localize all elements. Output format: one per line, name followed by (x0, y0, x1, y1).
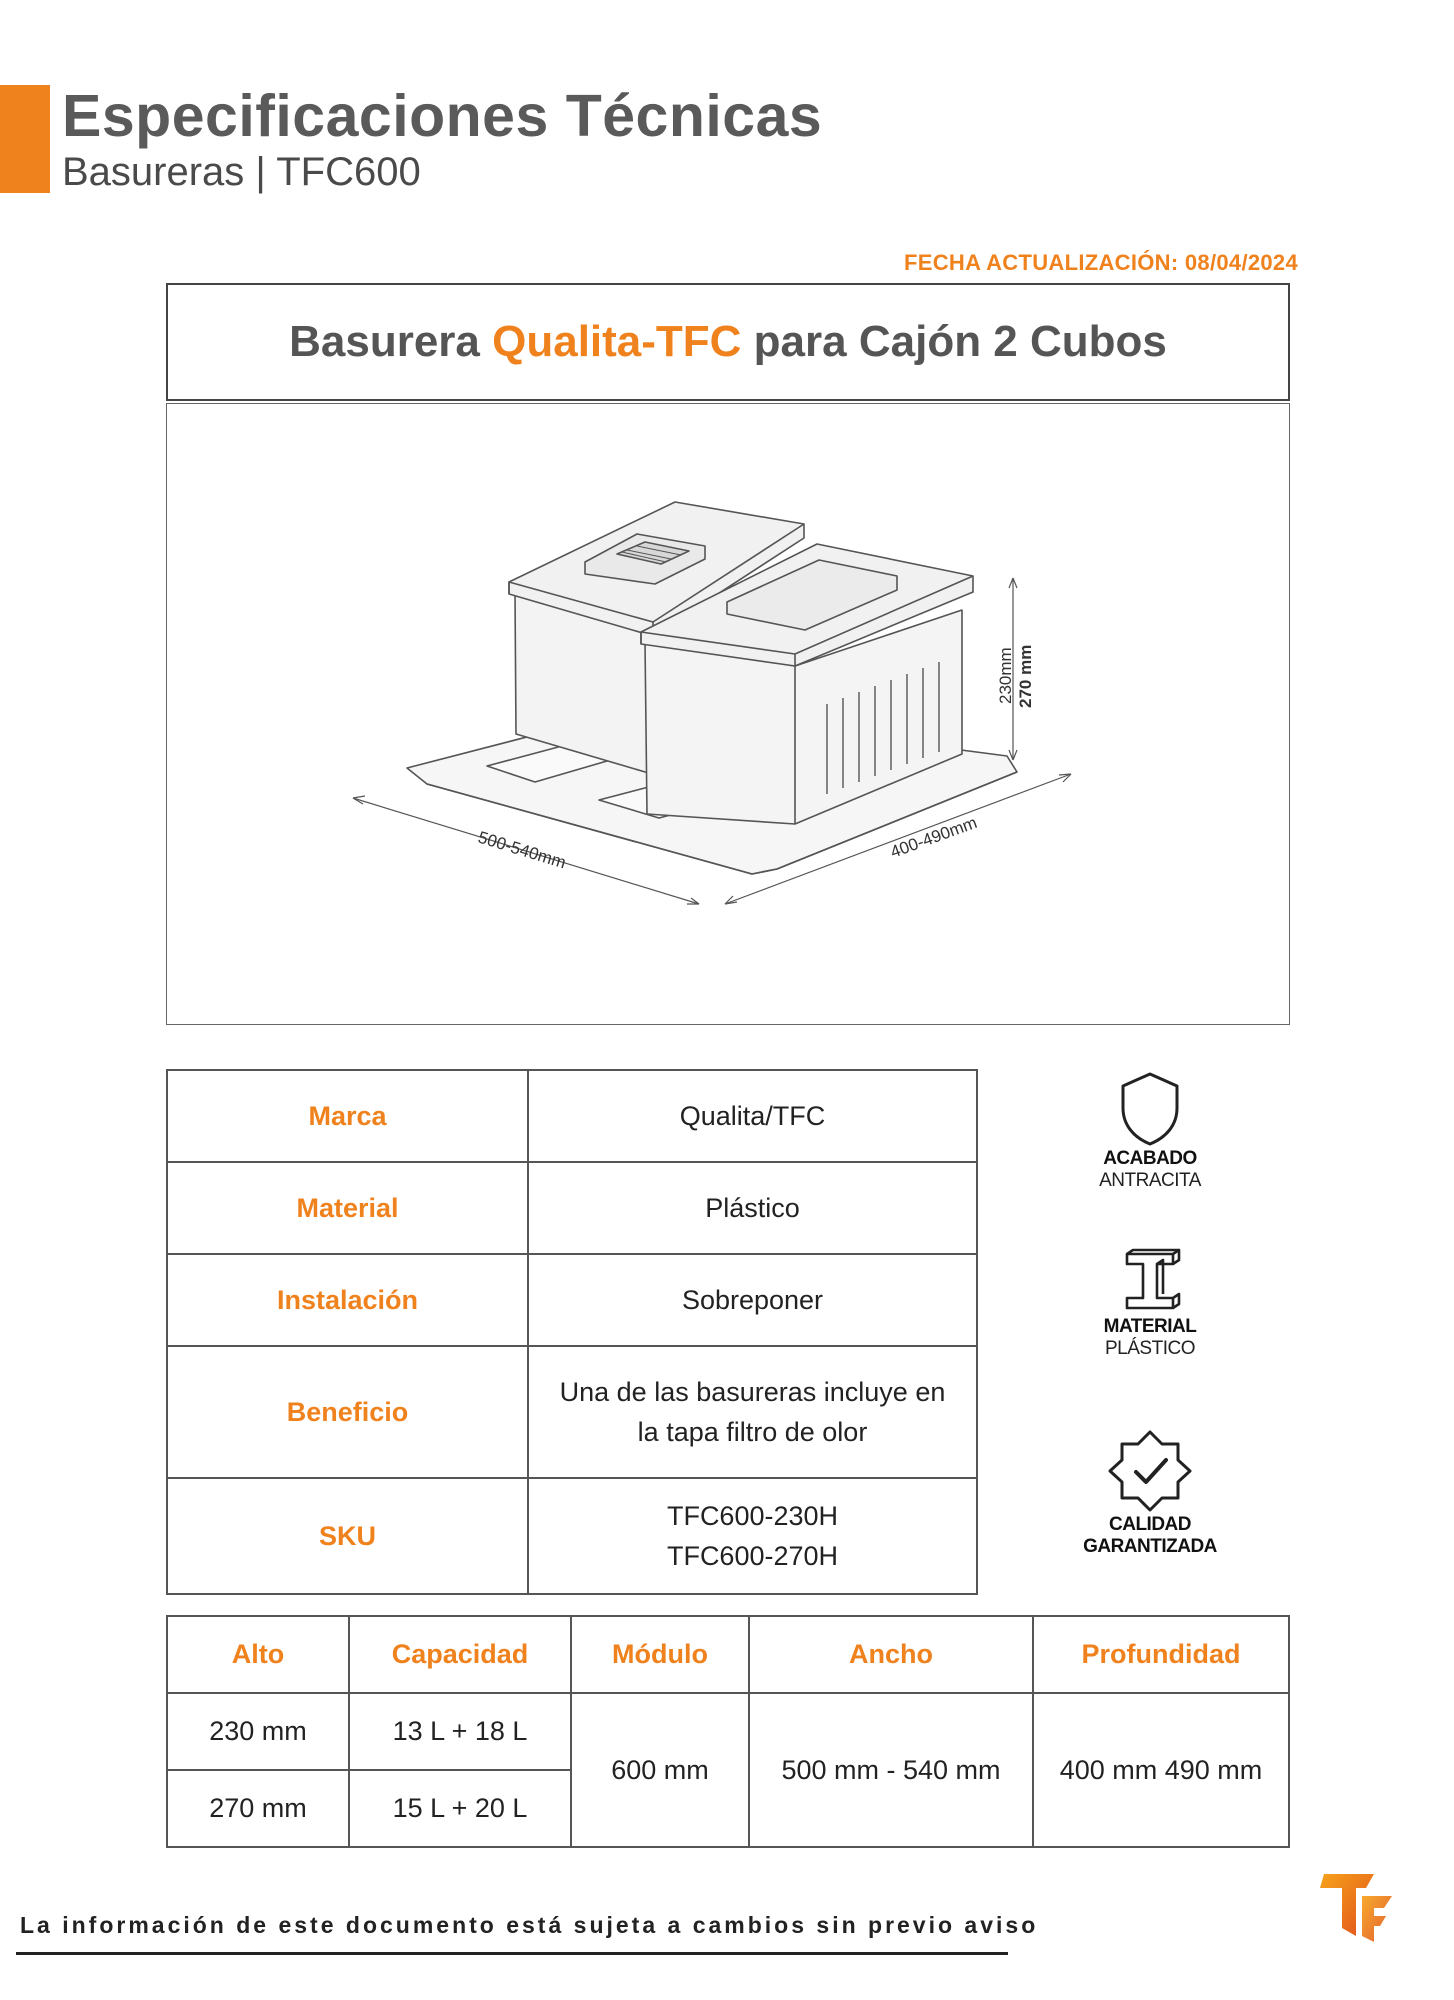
feature-material (1060, 1248, 1240, 1360)
spec-key: Beneficio (167, 1346, 528, 1478)
header-alto: Alto (167, 1616, 349, 1693)
product-title (289, 317, 1167, 367)
spec-key: SKU (167, 1478, 528, 1594)
feature-label-bold: MATERIAL (1103, 1316, 1197, 1337)
product-title-pre: Basurera (289, 317, 493, 366)
dimensions-table (166, 1615, 1290, 1848)
header-accent-bar (0, 85, 50, 193)
cell-alto: 230 mm (167, 1693, 349, 1770)
cell-alto: 270 mm (167, 1770, 349, 1847)
update-date: FECHA ACTUALIZACIÓN: 08/04/2024 (904, 250, 1298, 275)
depth-dimension-label: 400-490mm (887, 812, 980, 862)
table-row (167, 1478, 977, 1594)
cell-modulo: 600 mm (571, 1693, 749, 1847)
spec-value: Sobreponer (528, 1254, 977, 1346)
cell-capacidad: 15 L + 20 L (349, 1770, 571, 1847)
shield-icon (1115, 1068, 1185, 1148)
page-subtitle: Basureras | TFC600 (62, 150, 421, 194)
product-title-brand: Qualita-TFC (492, 317, 742, 366)
spec-value: Una de las basureras incluye en la tapa filtro de olor (528, 1346, 977, 1478)
spec-key: Material (167, 1162, 528, 1254)
beam-icon (1115, 1248, 1185, 1316)
feature-label-bold-2: GARANTIZADA (1083, 1536, 1217, 1557)
footer-notice: La información de este documento está sujeta a cambios sin previo aviso (20, 1912, 1039, 1938)
feature-finish (1060, 1068, 1240, 1192)
height-dimension-label-1: 230mm (996, 647, 1015, 704)
cell-profundidad: 400 mm 490 mm (1033, 1693, 1289, 1847)
table-row (167, 1346, 977, 1478)
header-modulo: Módulo (571, 1616, 749, 1693)
table-row (167, 1162, 977, 1254)
spec-value: Qualita/TFC (528, 1070, 977, 1162)
feature-label: PLÁSTICO (1105, 1338, 1195, 1359)
spec-table (166, 1069, 978, 1595)
feature-quality (1060, 1428, 1240, 1558)
product-title-box (166, 283, 1290, 401)
width-dimension-label: 500-540mm (475, 827, 569, 873)
sku-line-1: TFC600-230H (666, 1501, 839, 1531)
product-title-post: para Cajón 2 Cubos (741, 317, 1167, 366)
header-profundidad: Profundidad (1033, 1616, 1289, 1693)
cell-ancho: 500 mm - 540 mm (749, 1693, 1033, 1847)
table-header-row (167, 1616, 1289, 1693)
spec-key: Marca (167, 1070, 528, 1162)
table-row (167, 1254, 977, 1346)
quality-badge-icon (1106, 1428, 1194, 1514)
feature-label-bold: ACABADO (1103, 1148, 1197, 1169)
product-image (166, 403, 1290, 1025)
spec-key: Instalación (167, 1254, 528, 1346)
height-dimension-label-2: 270 mm (1016, 644, 1035, 708)
header-ancho: Ancho (749, 1616, 1033, 1693)
spec-value: Plástico (528, 1162, 977, 1254)
table-row (167, 1070, 977, 1162)
cell-capacidad: 13 L + 18 L (349, 1693, 571, 1770)
page-title: Especificaciones Técnicas (62, 83, 823, 149)
table-row (167, 1693, 1289, 1770)
feature-label-bold: CALIDAD (1109, 1514, 1191, 1535)
footer-divider (16, 1952, 1008, 1955)
trash-bin-diagram (167, 404, 1291, 1026)
tf-logo-icon (1318, 1866, 1398, 1946)
spec-value (528, 1478, 977, 1594)
header-capacidad: Capacidad (349, 1616, 571, 1693)
sku-line-2: TFC600-270H (666, 1541, 839, 1571)
feature-label: ANTRACITA (1099, 1170, 1201, 1191)
